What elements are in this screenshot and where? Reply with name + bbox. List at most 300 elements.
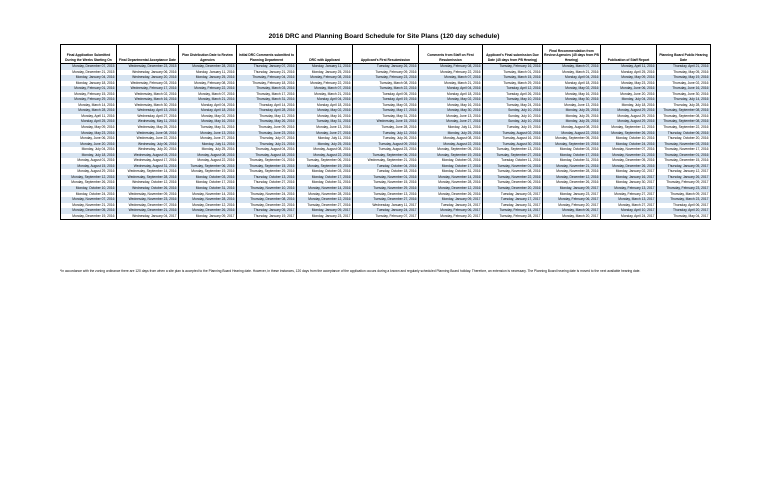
table-cell: Monday, March 07, 2016 [543, 64, 601, 70]
table-cell: Monday, June 13, 2016 [179, 131, 237, 137]
table-cell: Monday, July 04, 2016 [61, 147, 117, 153]
table-cell: Monday, November 21, 2016 [601, 153, 657, 159]
table-cell: Monday, February 20, 2017 [543, 203, 601, 209]
table-cell: Monday, May 02, 2016 [179, 114, 237, 120]
table-cell: Tuesday, January 17, 2017 [483, 197, 543, 203]
table-cell: Tuesday, August 16, 2016 [483, 136, 543, 142]
table-cell: Monday, December 05, 2016 [601, 158, 657, 164]
table-cell: Wednesday, October 26, 2016 [117, 186, 179, 192]
table-cell: Monday, July 25, 2016 [543, 108, 601, 114]
table-cell: Wednesday, August 03, 2016 [117, 153, 179, 159]
table-cell: Monday, March 21, 2016 [297, 92, 353, 98]
table-cell: Thursday, January 26, 2017 [657, 175, 711, 181]
table-cell: Monday, February 06, 2017 [543, 197, 601, 203]
table-cell: Tuesday, January 31, 2017 [483, 203, 543, 209]
table-cell: Monday, March 21, 2016 [419, 81, 483, 87]
table-cell: Wednesday, January 11, 2017 [353, 203, 419, 209]
table-cell: Monday, April 18, 2016 [179, 108, 237, 114]
table-cell: Monday, December 12, 2016 [297, 197, 353, 203]
table-cell: Thursday, June 02, 2016 [657, 81, 711, 87]
table-cell: Wednesday, February 17, 2016 [117, 86, 179, 92]
table-cell: Monday, October 24, 2016 [61, 192, 117, 198]
table-row [61, 125, 711, 131]
table-cell: Monday, February 01, 2016 [61, 86, 117, 92]
table-cell: Thursday, March 17, 2016 [237, 92, 297, 98]
table-cell: Tuesday, February 09, 2016 [353, 70, 419, 76]
table-cell: Tuesday, May 03, 2016 [353, 103, 419, 109]
table-cell: Monday, October 03, 2016 [543, 147, 601, 153]
column-header: Final Recommendation from Review Agencies (45 days from PB Hearing) [543, 45, 601, 64]
table-cell: Monday, July 11, 2016 [297, 136, 353, 142]
table-cell: Monday, December 26, 2016 [543, 180, 601, 186]
table-cell: Monday, June 13, 2016 [297, 125, 353, 131]
table-cell: Thursday, September 08, 2016 [657, 114, 711, 120]
table-cell: Tuesday, January 03, 2017 [483, 192, 543, 198]
table-cell: Monday, July 25, 2016 [419, 131, 483, 137]
table-cell: Wednesday, January 06, 2016 [117, 70, 179, 76]
table-cell: Wednesday, June 15, 2016 [353, 119, 419, 125]
table-cell: Thursday, October 27, 2016 [237, 180, 297, 186]
column-header: Applicant's Final submission Due Date (45 days from PB Hearing) [483, 45, 543, 64]
table-cell: Tuesday, September 13, 2016 [483, 147, 543, 153]
table-cell: Monday, November 28, 2016 [297, 192, 353, 198]
table-cell: Thursday, May 04, 2017 [657, 214, 711, 220]
table-cell: Monday, April 10, 2017 [601, 208, 657, 214]
table-cell: Thursday, June 23, 2016 [237, 131, 297, 137]
table-cell: Wednesday, June 08, 2016 [117, 131, 179, 137]
table-cell: Monday, April 04, 2016 [179, 103, 237, 109]
table-cell: Monday, October 10, 2016 [601, 136, 657, 142]
table-cell: Wednesday, November 23, 2016 [117, 197, 179, 203]
table-cell: Thursday, November 03, 2016 [657, 142, 711, 148]
table-cell: Monday, November 28, 2016 [419, 180, 483, 186]
table-cell: Monday, June 20, 2016 [601, 92, 657, 98]
table-cell: Thursday, May 12, 2016 [237, 114, 297, 120]
table-cell: Thursday, February 18, 2016 [237, 81, 297, 87]
table-cell: Monday, August 22, 2016 [179, 158, 237, 164]
table-cell: Tuesday, May 31, 2016 [179, 125, 237, 131]
table-cell: Monday, May 16, 2016 [419, 103, 483, 109]
table-cell: Tuesday, November 29, 2016 [353, 186, 419, 192]
table-cell: Tuesday, March 22, 2016 [353, 86, 419, 92]
table-cell: Monday, June 13, 2016 [419, 114, 483, 120]
table-cell: Tuesday, January 24, 2017 [353, 208, 419, 214]
table-cell: Monday, July 25, 2016 [543, 119, 601, 125]
table-cell: Wednesday, May 11, 2016 [117, 119, 179, 125]
table-cell: Monday, November 07, 2016 [601, 147, 657, 153]
table-cell: Sunday, July 10, 2016 [483, 114, 543, 120]
table-cell: Wednesday, September 14, 2016 [117, 169, 179, 175]
table-cell: Monday, October 31, 2016 [297, 180, 353, 186]
blank-page-area [0, 300, 768, 497]
table-cell: Monday, June 20, 2016 [61, 142, 117, 148]
table-cell: Monday, January 09, 2017 [543, 186, 601, 192]
table-cell: Monday, January 25, 2016 [297, 70, 353, 76]
table-cell: Thursday, November 10, 2016 [237, 186, 297, 192]
table-cell: Tuesday, September 06, 2016 [297, 158, 353, 164]
table-cell: Tuesday, November 01, 2016 [483, 164, 543, 170]
table-cell: Tuesday, August 09, 2016 [353, 142, 419, 148]
table-cell: Thursday, October 20, 2016 [657, 136, 711, 142]
table-cell: Monday, October 03, 2016 [179, 175, 237, 181]
table-cell: Monday, December 12, 2016 [543, 175, 601, 181]
table-cell: Tuesday, October 04, 2016 [353, 164, 419, 170]
table-cell: Monday, February 20, 2017 [419, 214, 483, 220]
table-cell: Tuesday, August 02, 2016 [483, 131, 543, 137]
table-cell: Tuesday, February 16, 2016 [483, 64, 543, 70]
table-row [61, 147, 711, 153]
table-cell: Monday, March 07, 2016 [297, 86, 353, 92]
table-cell: Tuesday, June 28, 2016 [353, 125, 419, 131]
table-cell: Tuesday, May 24, 2016 [483, 103, 543, 109]
table-cell: Monday, July 25, 2016 [543, 114, 601, 120]
table-cell: Monday, March 20, 2017 [543, 214, 601, 220]
table-cell: Monday, May 02, 2016 [543, 86, 601, 92]
table-cell: Monday, February 29, 2016 [61, 97, 117, 103]
table-cell: Tuesday, July 12, 2016 [353, 131, 419, 137]
table-cell: Monday, July 11, 2016 [419, 125, 483, 131]
table-cell: Monday, October 10, 2016 [61, 186, 117, 192]
table-cell: Monday, August 29, 2016 [601, 108, 657, 114]
table-cell: Tuesday, September 27, 2016 [483, 153, 543, 159]
table-cell: Monday, April 25, 2016 [601, 70, 657, 76]
table-cell: Monday, September 26, 2016 [61, 180, 117, 186]
table-cell: Thursday, July 21, 2016 [237, 142, 297, 148]
table-cell: Tuesday, May 31, 2016 [297, 119, 353, 125]
table-cell: Monday, January 09, 2017 [297, 208, 353, 214]
table-cell: Monday, May 16, 2016 [179, 119, 237, 125]
table-cell: Monday, June 06, 2016 [601, 86, 657, 92]
table-cell: Monday, May 23, 2016 [601, 81, 657, 87]
table-cell: Monday, April 18, 2016 [419, 92, 483, 98]
table-cell: Thursday, February 09, 2017 [657, 180, 711, 186]
table-cell: Thursday, May 05, 2016 [657, 70, 711, 76]
table-cell: Thursday, April 28, 2016 [237, 108, 297, 114]
table-cell: Wednesday, December 07, 2016 [117, 203, 179, 209]
table-cell: Monday, May 09, 2016 [61, 125, 117, 131]
table-cell: Wednesday, August 31, 2016 [117, 164, 179, 170]
table-cell: Thursday, November 24, 2016 [237, 192, 297, 198]
table-cell: Tuesday, October 11, 2016 [483, 158, 543, 164]
table-cell: Thursday, August 18, 2016 [237, 153, 297, 159]
table-cell: Monday, April 04, 2016 [543, 75, 601, 81]
table-cell: Thursday, November 17, 2016 [657, 147, 711, 153]
table-cell: Wednesday, October 12, 2016 [117, 180, 179, 186]
table-cell: Monday, September 26, 2016 [601, 131, 657, 137]
table-cell: Monday, July 18, 2016 [601, 103, 657, 109]
table-cell: Wednesday, September 28, 2016 [117, 175, 179, 181]
table-cell: Monday, May 02, 2016 [419, 97, 483, 103]
table-cell: Wednesday, January 20, 2016 [117, 75, 179, 81]
table-cell: Monday, December 12, 2016 [179, 203, 237, 209]
table-cell: Monday, October 17, 2016 [419, 164, 483, 170]
table-cell: Monday, August 08, 2016 [179, 153, 237, 159]
table-cell: Tuesday, May 10, 2016 [483, 97, 543, 103]
table-cell: Monday, December 07, 2015 [61, 64, 117, 70]
table-cell: Monday, March 21, 2016 [179, 97, 237, 103]
table-cell: Monday, October 24, 2016 [601, 142, 657, 148]
table-cell: Wednesday, March 30, 2016 [117, 103, 179, 109]
table-cell: Monday, January 09, 2017 [419, 197, 483, 203]
table-cell: Monday, October 31, 2016 [543, 158, 601, 164]
table-cell: Thursday, May 26, 2016 [237, 119, 297, 125]
table-cell: Thursday, February 04, 2016 [237, 75, 297, 81]
column-header: Final Departmental Acceptance Date [117, 45, 179, 64]
column-header: Comments from Staff on First Resubmission [419, 45, 483, 64]
table-cell: Tuesday, February 28, 2017 [483, 214, 543, 220]
table-cell: Tuesday, September 06, 2016 [353, 153, 419, 159]
table-cell: Monday, March 27, 2017 [601, 203, 657, 209]
table-cell: Monday, August 08, 2016 [419, 136, 483, 142]
table-cell: Monday, June 27, 2016 [179, 136, 237, 142]
table-cell: Thursday, April 14, 2016 [237, 103, 297, 109]
table-cell: Thursday, June 09, 2016 [237, 125, 297, 131]
table-cell: Monday, March 28, 2016 [61, 108, 117, 114]
table-cell: Thursday, September 08, 2016 [657, 119, 711, 125]
table-cell: Tuesday, August 30, 2016 [483, 142, 543, 148]
table-cell: Tuesday, February 07, 2017 [353, 214, 419, 220]
table-cell: Monday, August 22, 2016 [419, 142, 483, 148]
table-cell: Monday, May 16, 2016 [297, 114, 353, 120]
table-cell: Monday, January 11, 2016 [179, 70, 237, 76]
table-cell: Tuesday, January 26, 2016 [353, 64, 419, 70]
table-cell: Monday, November 21, 2016 [543, 164, 601, 170]
table-cell: Tuesday, December 13, 2016 [353, 192, 419, 198]
table-cell: Monday, May 23, 2016 [61, 131, 117, 137]
table-cell: Thursday, October 06, 2016 [657, 131, 711, 137]
table-cell: Tuesday, April 26, 2016 [483, 92, 543, 98]
table-cell: Monday, April 11, 2016 [601, 64, 657, 70]
table-cell: Monday, December 26, 2016 [179, 208, 237, 214]
table-cell: Monday, July 04, 2016 [601, 97, 657, 103]
table-cell: Wednesday, March 02, 2016 [117, 92, 179, 98]
table-cell: Tuesday, November 22, 2016 [483, 175, 543, 181]
table-cell: Thursday, January 07, 2016 [237, 64, 297, 70]
table-cell: Monday, June 27, 2016 [297, 131, 353, 137]
table-cell: Tuesday, November 01, 2016 [353, 175, 419, 181]
table-cell: Monday, August 29, 2016 [601, 119, 657, 125]
table-cell: Tuesday, November 08, 2016 [483, 169, 543, 175]
table-cell: Monday, April 04, 2016 [419, 86, 483, 92]
table-cell: Monday, October 31, 2016 [419, 169, 483, 175]
table-cell: Thursday, April 06, 2017 [657, 203, 711, 209]
table-cell: Thursday, May 19, 2016 [657, 75, 711, 81]
table-cell: Thursday, September 29, 2016 [237, 169, 297, 175]
table-cell: Thursday, July 14, 2016 [657, 97, 711, 103]
table-cell: Thursday, September 01, 2016 [237, 158, 297, 164]
table-cell: Monday, October 17, 2016 [297, 175, 353, 181]
table-cell: Thursday, January 19, 2017 [237, 214, 297, 220]
table-cell: Wednesday, May 25, 2016 [117, 125, 179, 131]
table-cell: Monday, April 18, 2016 [297, 103, 353, 109]
table-cell: Tuesday, March 29, 2016 [483, 81, 543, 87]
page-title: 2016 DRC and Planning Board Schedule for Site Plans (120 day schedule) [268, 33, 500, 40]
table-cell: Monday, March 06, 2017 [543, 208, 601, 214]
table-cell: Monday, March 21, 2016 [543, 70, 601, 76]
table-cell: Monday, July 25, 2016 [297, 142, 353, 148]
table-cell: Monday, December 21, 2015 [61, 70, 117, 76]
table-cell: Tuesday, March 15, 2016 [483, 75, 543, 81]
table-cell: Monday, August 29, 2016 [61, 169, 117, 175]
column-header: Applicant's First Resubmission [353, 45, 419, 64]
table-cell: Thursday, February 23, 2017 [657, 186, 711, 192]
schedule-table [60, 44, 711, 220]
schedule-body [61, 64, 711, 220]
table-cell: Monday, April 11, 2016 [61, 114, 117, 120]
table-cell: Thursday, January 21, 2016 [237, 70, 297, 76]
table-cell: Monday, February 08, 2016 [179, 81, 237, 87]
table-cell: Tuesday, December 20, 2016 [483, 186, 543, 192]
table-cell: Tuesday, August 23, 2016 [353, 147, 419, 153]
table-cell: Tuesday, March 01, 2016 [483, 70, 543, 76]
table-cell: Monday, September 05, 2016 [543, 136, 601, 142]
table-cell: Thursday, June 30, 2016 [657, 92, 711, 98]
table-cell: Thursday, December 01, 2016 [657, 153, 711, 159]
table-cell: Tuesday, April 12, 2016 [483, 86, 543, 92]
table-cell: Wednesday, July 20, 2016 [117, 147, 179, 153]
column-header: Plan Distribution Date to Review Agencies [179, 45, 237, 64]
table-cell: Monday, April 04, 2016 [297, 97, 353, 103]
table-cell: Monday, February 22, 2016 [179, 86, 237, 92]
table-cell: Monday, July 25, 2016 [179, 147, 237, 153]
table-cell: Wednesday, September 21, 2016 [353, 158, 419, 164]
table-cell: Tuesday, December 27, 2016 [353, 197, 419, 203]
footnote: *In accordance with the zoning ordinance there are 120 days from when a site plan is accepted to the Planning Board Hearing date. However, in these instances, 120 days from the acceptance of the application occurs during a known and regularly scheduled Planning Board holiday. Therefore, an extension is necessary. The Planning Board hearing date is moved to the next available hearing date. [60, 269, 641, 273]
table-cell: Monday, December 26, 2016 [601, 164, 657, 170]
table-cell: Tuesday, November 15, 2016 [353, 180, 419, 186]
table-row [61, 214, 711, 220]
table-cell: Monday, September 19, 2016 [179, 169, 237, 175]
table-cell: Monday, March 13, 2017 [601, 197, 657, 203]
table-cell: Thursday, December 08, 2016 [237, 197, 297, 203]
table-cell: Monday, November 14, 2016 [179, 192, 237, 198]
table-cell: Tuesday, July 26, 2016 [353, 136, 419, 142]
column-header: DRC with Applicant [297, 45, 353, 64]
table-cell: Monday, January 02, 2017 [601, 169, 657, 175]
table-cell: Tuesday, February 14, 2017 [483, 208, 543, 214]
table-cell: Monday, February 27, 2017 [601, 192, 657, 198]
table-cell: Monday, October 31, 2016 [179, 186, 237, 192]
table-cell: Wednesday, January 04, 2017 [117, 214, 179, 220]
table-cell: Monday, May 16, 2016 [543, 92, 601, 98]
table-cell: Monday, December 19, 2016 [61, 214, 117, 220]
table-cell: Monday, August 08, 2016 [297, 147, 353, 153]
table-cell: Tuesday, May 17, 2016 [353, 108, 419, 114]
table-cell: Monday, December 05, 2016 [61, 208, 117, 214]
column-header: Planning Board Public Hearing Date [657, 45, 711, 64]
table-cell: Monday, November 21, 2016 [61, 203, 117, 209]
column-header: Final Application Submitted During the Weeks Starting On [61, 45, 117, 64]
table-cell: Monday, December 26, 2016 [419, 192, 483, 198]
table-cell: Tuesday, April 19, 2016 [353, 97, 419, 103]
table-cell: Monday, July 11, 2016 [179, 142, 237, 148]
table-cell: Tuesday, September 06, 2016 [179, 164, 237, 170]
table-cell: Thursday, June 16, 2016 [657, 86, 711, 92]
table-cell: Monday, February 15, 2016 [61, 92, 117, 98]
table-cell: Thursday, September 08, 2016 [657, 108, 711, 114]
table-cell: Monday, September 19, 2016 [543, 142, 601, 148]
table-cell: Monday, June 27, 2016 [419, 119, 483, 125]
table-cell: Monday, April 18, 2016 [543, 81, 601, 87]
table-cell: Tuesday, December 06, 2016 [483, 180, 543, 186]
table-cell: Tuesday, July 19, 2016 [483, 125, 543, 131]
table-cell: Monday, March 14, 2016 [61, 103, 117, 109]
table-cell: Monday, February 06, 2017 [419, 208, 483, 214]
table-cell: Thursday, December 15, 2016 [657, 158, 711, 164]
table-cell: Thursday, December 22, 2016 [237, 203, 297, 209]
table-cell: Monday, September 12, 2016 [61, 175, 117, 181]
table-cell: Monday, April 24, 2017 [601, 214, 657, 220]
table-cell: Monday, September 19, 2016 [419, 153, 483, 159]
table-cell: Wednesday, July 06, 2016 [117, 142, 179, 148]
table-cell: Thursday, March 31, 2016 [237, 97, 297, 103]
table-cell: Monday, May 30, 2016 [543, 97, 601, 103]
table-cell: Monday, February 13, 2017 [601, 186, 657, 192]
table-cell: Thursday, July 28, 2016 [657, 103, 711, 109]
table-cell: Monday, November 28, 2016 [543, 169, 601, 175]
table-cell: Wednesday, February 03, 2016 [117, 81, 179, 87]
table-cell: Monday, August 22, 2016 [297, 153, 353, 159]
table-cell: Monday, February 22, 2016 [297, 81, 353, 87]
table-cell: Monday, January 04, 2016 [61, 75, 117, 81]
table-cell: Monday, May 02, 2016 [297, 108, 353, 114]
table-cell: Monday, September 05, 2016 [419, 147, 483, 153]
table-cell: Monday, February 08, 2016 [419, 64, 483, 70]
table-cell: Wednesday, April 13, 2016 [117, 108, 179, 114]
table-cell: Monday, September 12, 2016 [601, 125, 657, 131]
table-cell: Monday, April 25, 2016 [61, 119, 117, 125]
table-cell: Monday, May 09, 2016 [601, 75, 657, 81]
table-cell: Wednesday, November 09, 2016 [117, 192, 179, 198]
table-cell: Monday, January 09, 2017 [179, 214, 237, 220]
table-cell: Wednesday, December 21, 2016 [117, 208, 179, 214]
table-cell: Monday, October 17, 2016 [179, 180, 237, 186]
table-cell: Monday, January 16, 2017 [601, 175, 657, 181]
table-cell: Sunday, July 10, 2016 [483, 119, 543, 125]
table-cell: Thursday, March 03, 2016 [237, 86, 297, 92]
table-cell: Monday, February 22, 2016 [419, 70, 483, 76]
table-cell: Monday, March 07, 2016 [419, 75, 483, 81]
table-cell: Wednesday, April 27, 2016 [117, 114, 179, 120]
table-cell: Thursday, March 09, 2017 [657, 192, 711, 198]
header-row [61, 45, 711, 64]
table-cell: Sunday, July 10, 2016 [483, 108, 543, 114]
table-cell: Tuesday, January 24, 2017 [419, 203, 483, 209]
table-cell: Monday, January 25, 2016 [179, 75, 237, 81]
table-cell: Monday, January 18, 2016 [61, 81, 117, 87]
table-cell: Thursday, April 21, 2016 [657, 64, 711, 70]
table-cell: Monday, November 28, 2016 [179, 197, 237, 203]
table-cell: Monday, January 11, 2016 [297, 64, 353, 70]
table-cell: Thursday, January 05, 2017 [657, 164, 711, 170]
table-cell: Monday, November 07, 2016 [61, 197, 117, 203]
column-header: Initial DRC Comments submitted to Planning Department [237, 45, 297, 64]
table-cell: Thursday, September 15, 2016 [237, 164, 297, 170]
table-cell: Monday, September 19, 2016 [297, 164, 353, 170]
table-cell: Monday, December 12, 2016 [419, 186, 483, 192]
table-cell: Wednesday, December 23, 2015 [117, 64, 179, 70]
table-cell: Tuesday, February 23, 2016 [353, 75, 419, 81]
table-cell: Thursday, March 23, 2017 [657, 197, 711, 203]
table-cell: Wednesday, March 16, 2016 [117, 97, 179, 103]
table-cell: Tuesday, April 05, 2016 [353, 92, 419, 98]
table-cell: Monday, June 13, 2016 [543, 103, 601, 109]
table-cell: Monday, August 01, 2016 [61, 158, 117, 164]
table-cell: Monday, December 28, 2015 [179, 64, 237, 70]
table-cell: Monday, July 18, 2016 [61, 153, 117, 159]
table-cell: Monday, January 23, 2017 [543, 192, 601, 198]
table-cell: Thursday, August 04, 2016 [237, 147, 297, 153]
